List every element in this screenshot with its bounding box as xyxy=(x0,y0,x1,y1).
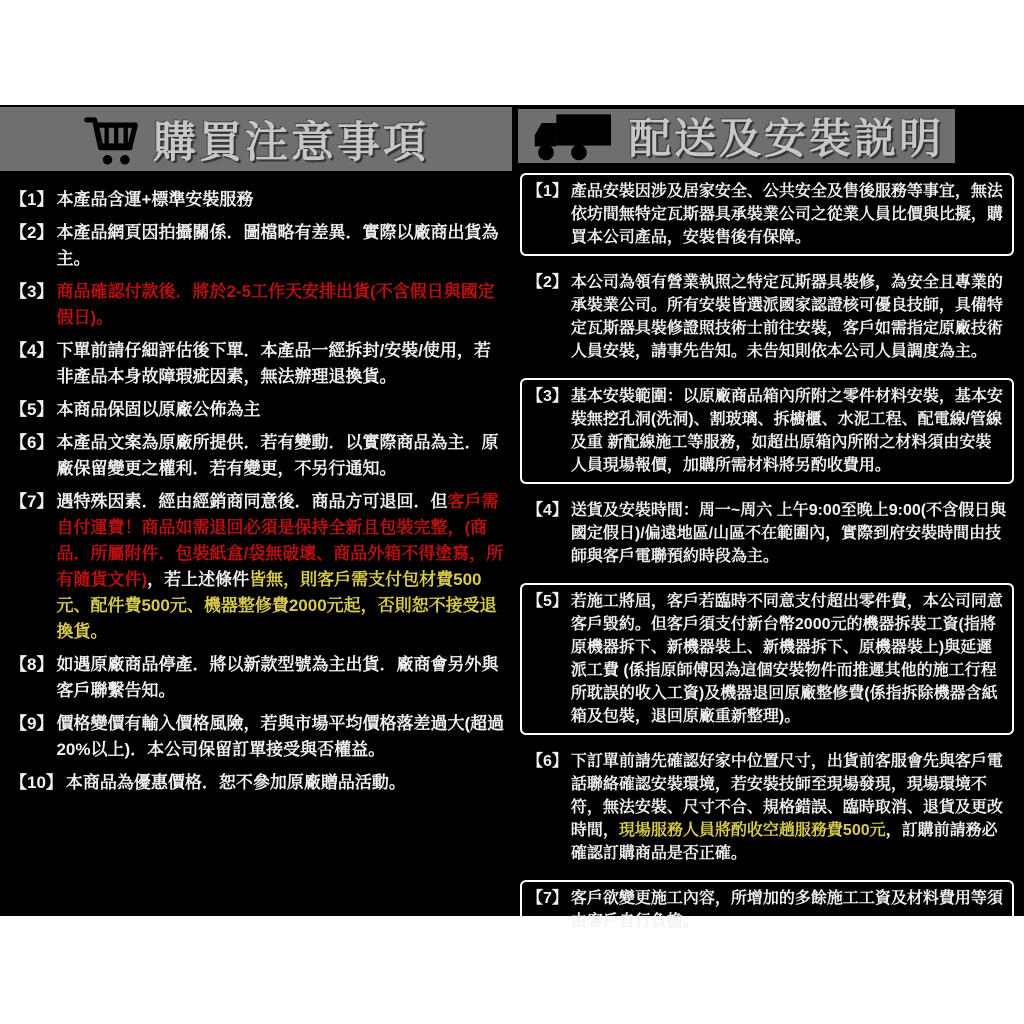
item-text xyxy=(56,652,506,704)
purchase-note-item-10 xyxy=(10,770,506,796)
cart-icon xyxy=(83,113,139,165)
delivery-note-item-6 xyxy=(520,743,1014,872)
text-segment-red: 商品確認付款後．將於2-5工作天安排出貨(不含假日與國定假日)。 xyxy=(56,282,495,327)
text-segment-white: 遇特殊因素．經由經銷商同意後．商品方可退回．但 xyxy=(56,492,448,511)
purchase-note-item-2 xyxy=(10,220,506,272)
purchase-notes-title: 購買注意事項 xyxy=(153,118,429,167)
text-segment-white: 下單前請仔細評估後下單．本產品一經拆封/安裝/使用，若非產品本身故障瑕疵因素，無法辦理退換貨。 xyxy=(56,341,491,386)
text-segment-white: 下訂單前請先確認好家中位置尺寸，出貨前客服會先與客戶電話聯絡確認安裝環境，若安裝技師至現場發現，現場環境不符，無法安裝、尺寸不合、規格錯誤、臨時取消、退貨及更改時間， xyxy=(570,753,1003,839)
item-number: 【2】 xyxy=(10,223,54,242)
delivery-install-section xyxy=(512,105,1024,930)
text-segment-yellow: 現場服務人員將酌收空趟服務費500元 xyxy=(618,822,886,839)
item-number: 【9】 xyxy=(10,714,54,733)
item-text xyxy=(56,397,506,423)
item-number: 【1】 xyxy=(527,183,568,200)
text-segment-white: 本產品文案為原廠所提供．若有變動．以實際商品為主．原廠保留變更之權利．若有變更，不另行通知。 xyxy=(56,433,499,478)
text-segment-white: 本產品網頁因拍攝關係．圖檔略有差異．實際以廠商出貨為主。 xyxy=(56,223,499,268)
purchase-note-item-8 xyxy=(10,652,506,704)
text-segment-white: 本商品為優惠價格．恕不參加原廠贈品活動。 xyxy=(65,773,406,792)
item-number: 【1】 xyxy=(10,190,54,209)
delivery-note-item-3 xyxy=(520,378,1014,484)
delivery-note-item-7 xyxy=(520,880,1014,940)
text-segment-white: 本商品保固以原廠公佈為主 xyxy=(56,400,261,419)
item-text xyxy=(571,887,1007,933)
item-text xyxy=(56,338,506,390)
item-number: 【5】 xyxy=(10,400,54,419)
item-text xyxy=(571,590,1007,728)
item-number: 【10】 xyxy=(10,773,63,792)
item-number: 【6】 xyxy=(10,433,54,452)
item-text xyxy=(56,220,506,272)
delivery-install-title: 配送及安裝説明 xyxy=(628,115,944,162)
text-segment-white: 如遇原廠商品停產．將以新款型號為主出貨．廠商會另外與客戶聯繫告知。 xyxy=(56,655,499,700)
purchase-notes-section xyxy=(0,105,512,916)
purchase-note-item-4 xyxy=(10,338,506,390)
delivery-note-item-5 xyxy=(520,583,1014,735)
item-number: 【4】 xyxy=(10,341,54,360)
item-number: 【7】 xyxy=(10,492,54,511)
text-segment-red: 客戶需自付運費！商品如需退回必須是保持全新且包裝完整，(商品．所屬附件．包裝紙盒/袋無破壞、商品外箱不得塗寫，所有隨貨文件) xyxy=(56,492,504,589)
item-text xyxy=(571,271,1007,363)
purchase-note-item-9 xyxy=(10,711,506,763)
item-text xyxy=(56,711,506,763)
delivery-note-item-1 xyxy=(520,173,1014,256)
item-number: 【6】 xyxy=(527,753,568,770)
delivery-note-item-2 xyxy=(520,264,1014,370)
purchase-note-item-3 xyxy=(10,279,506,331)
truck-icon xyxy=(529,110,615,162)
item-text xyxy=(571,180,1007,249)
text-segment-white: 客戶欲變更施工內容，所增加的多餘施工工資及材料費用等須由客戶自行負擔。 xyxy=(570,890,1003,930)
item-number: 【4】 xyxy=(527,502,568,519)
item-number: 【3】 xyxy=(10,282,54,301)
text-segment-white: 送貨及安裝時間：周一~周六 上午9:00至晚上9:00(不含假日與國定假日)/偏遠地區/山區不在範圍內，實際到府安裝時間由技師與客戶電聯預約時段為主。 xyxy=(570,502,1007,565)
item-text xyxy=(571,499,1007,568)
purchase-notes-header xyxy=(0,107,512,171)
item-text xyxy=(56,430,506,482)
text-segment-white: ，訂購前請務必確認訂購商品是否正確。 xyxy=(570,822,998,862)
item-text xyxy=(571,750,1007,865)
text-segment-white: ，若上述條件 xyxy=(147,570,250,589)
item-number: 【2】 xyxy=(527,274,568,291)
purchase-note-item-6 xyxy=(10,430,506,482)
item-number: 【8】 xyxy=(10,655,54,674)
text-segment-white: 若施工將屆，客戶若臨時不同意支付超出零件費，本公司同意客戶毀約。但客戶須支付新台幣2000元的機器拆裝工資(指將原機器拆下、新機器裝上、新機器拆下、原機器裝上)與延遲派工費 (係指原師傅因為這個安裝物件而推遲其他的施工行程所耽誤的收入工資)及機器退回原廠整修費(係指拆除機器含紙箱及包裝，退回原廠重新整理)。 xyxy=(570,593,1003,725)
item-text xyxy=(571,385,1007,477)
text-segment-white: 基本安裝範圍：以原廠商品箱內所附之零件材料安裝，基本安裝無挖孔洞(洗洞)、割玻璃、拆櫥櫃、水泥工程、配電線/管線及重 新配線施工等服務，如超出原箱內所附之材料須由安裝人員現場報價，加購所需材料將另酌收費用。 xyxy=(570,388,1003,474)
text-segment-white: 本公司為領有營業執照之特定瓦斯器具裝修，為安全且專業的承裝業公司。所有安裝皆選派國家認證核可優良技師，具備特定瓦斯器具裝修證照技術士前往安裝，客戶如需指定原廠技術人員安裝，請事先告知。未告知則依本公司人員調度為主。 xyxy=(570,274,1003,360)
text-segment-white: 價格變價有輸入價格風險，若與市場平均價格落差過大(超過20%以上)．本公司保留訂單接受與否權益。 xyxy=(56,714,505,759)
item-number: 【3】 xyxy=(527,388,568,405)
text-segment-white: 產品安裝因涉及居家安全、公共安全及售後服務等事宜，無法依坊間無特定瓦斯器具承裝業公司之從業人員比價與比擬，購買本公司產品，安裝售後有保障。 xyxy=(570,183,1003,246)
item-text xyxy=(66,770,506,796)
text-segment-yellow: 皆無，則客戶需支付包材費500元、配件費500元、機器整修費2000元起，否則恕不接受退換貨。 xyxy=(56,570,497,641)
item-text xyxy=(56,279,506,331)
purchase-notes-list xyxy=(0,171,512,796)
purchase-note-item-1 xyxy=(10,187,506,213)
text-segment-white: 本產品含運+標準安裝服務 xyxy=(56,190,254,209)
item-text xyxy=(56,187,506,213)
content-panel xyxy=(0,105,1024,930)
purchase-note-item-7 xyxy=(10,489,506,645)
delivery-install-header xyxy=(518,109,955,163)
delivery-note-item-4 xyxy=(520,492,1014,575)
item-number: 【7】 xyxy=(527,890,568,907)
item-number: 【5】 xyxy=(527,593,568,610)
purchase-note-item-5 xyxy=(10,397,506,423)
delivery-install-list xyxy=(512,163,1024,940)
item-text xyxy=(56,489,506,645)
